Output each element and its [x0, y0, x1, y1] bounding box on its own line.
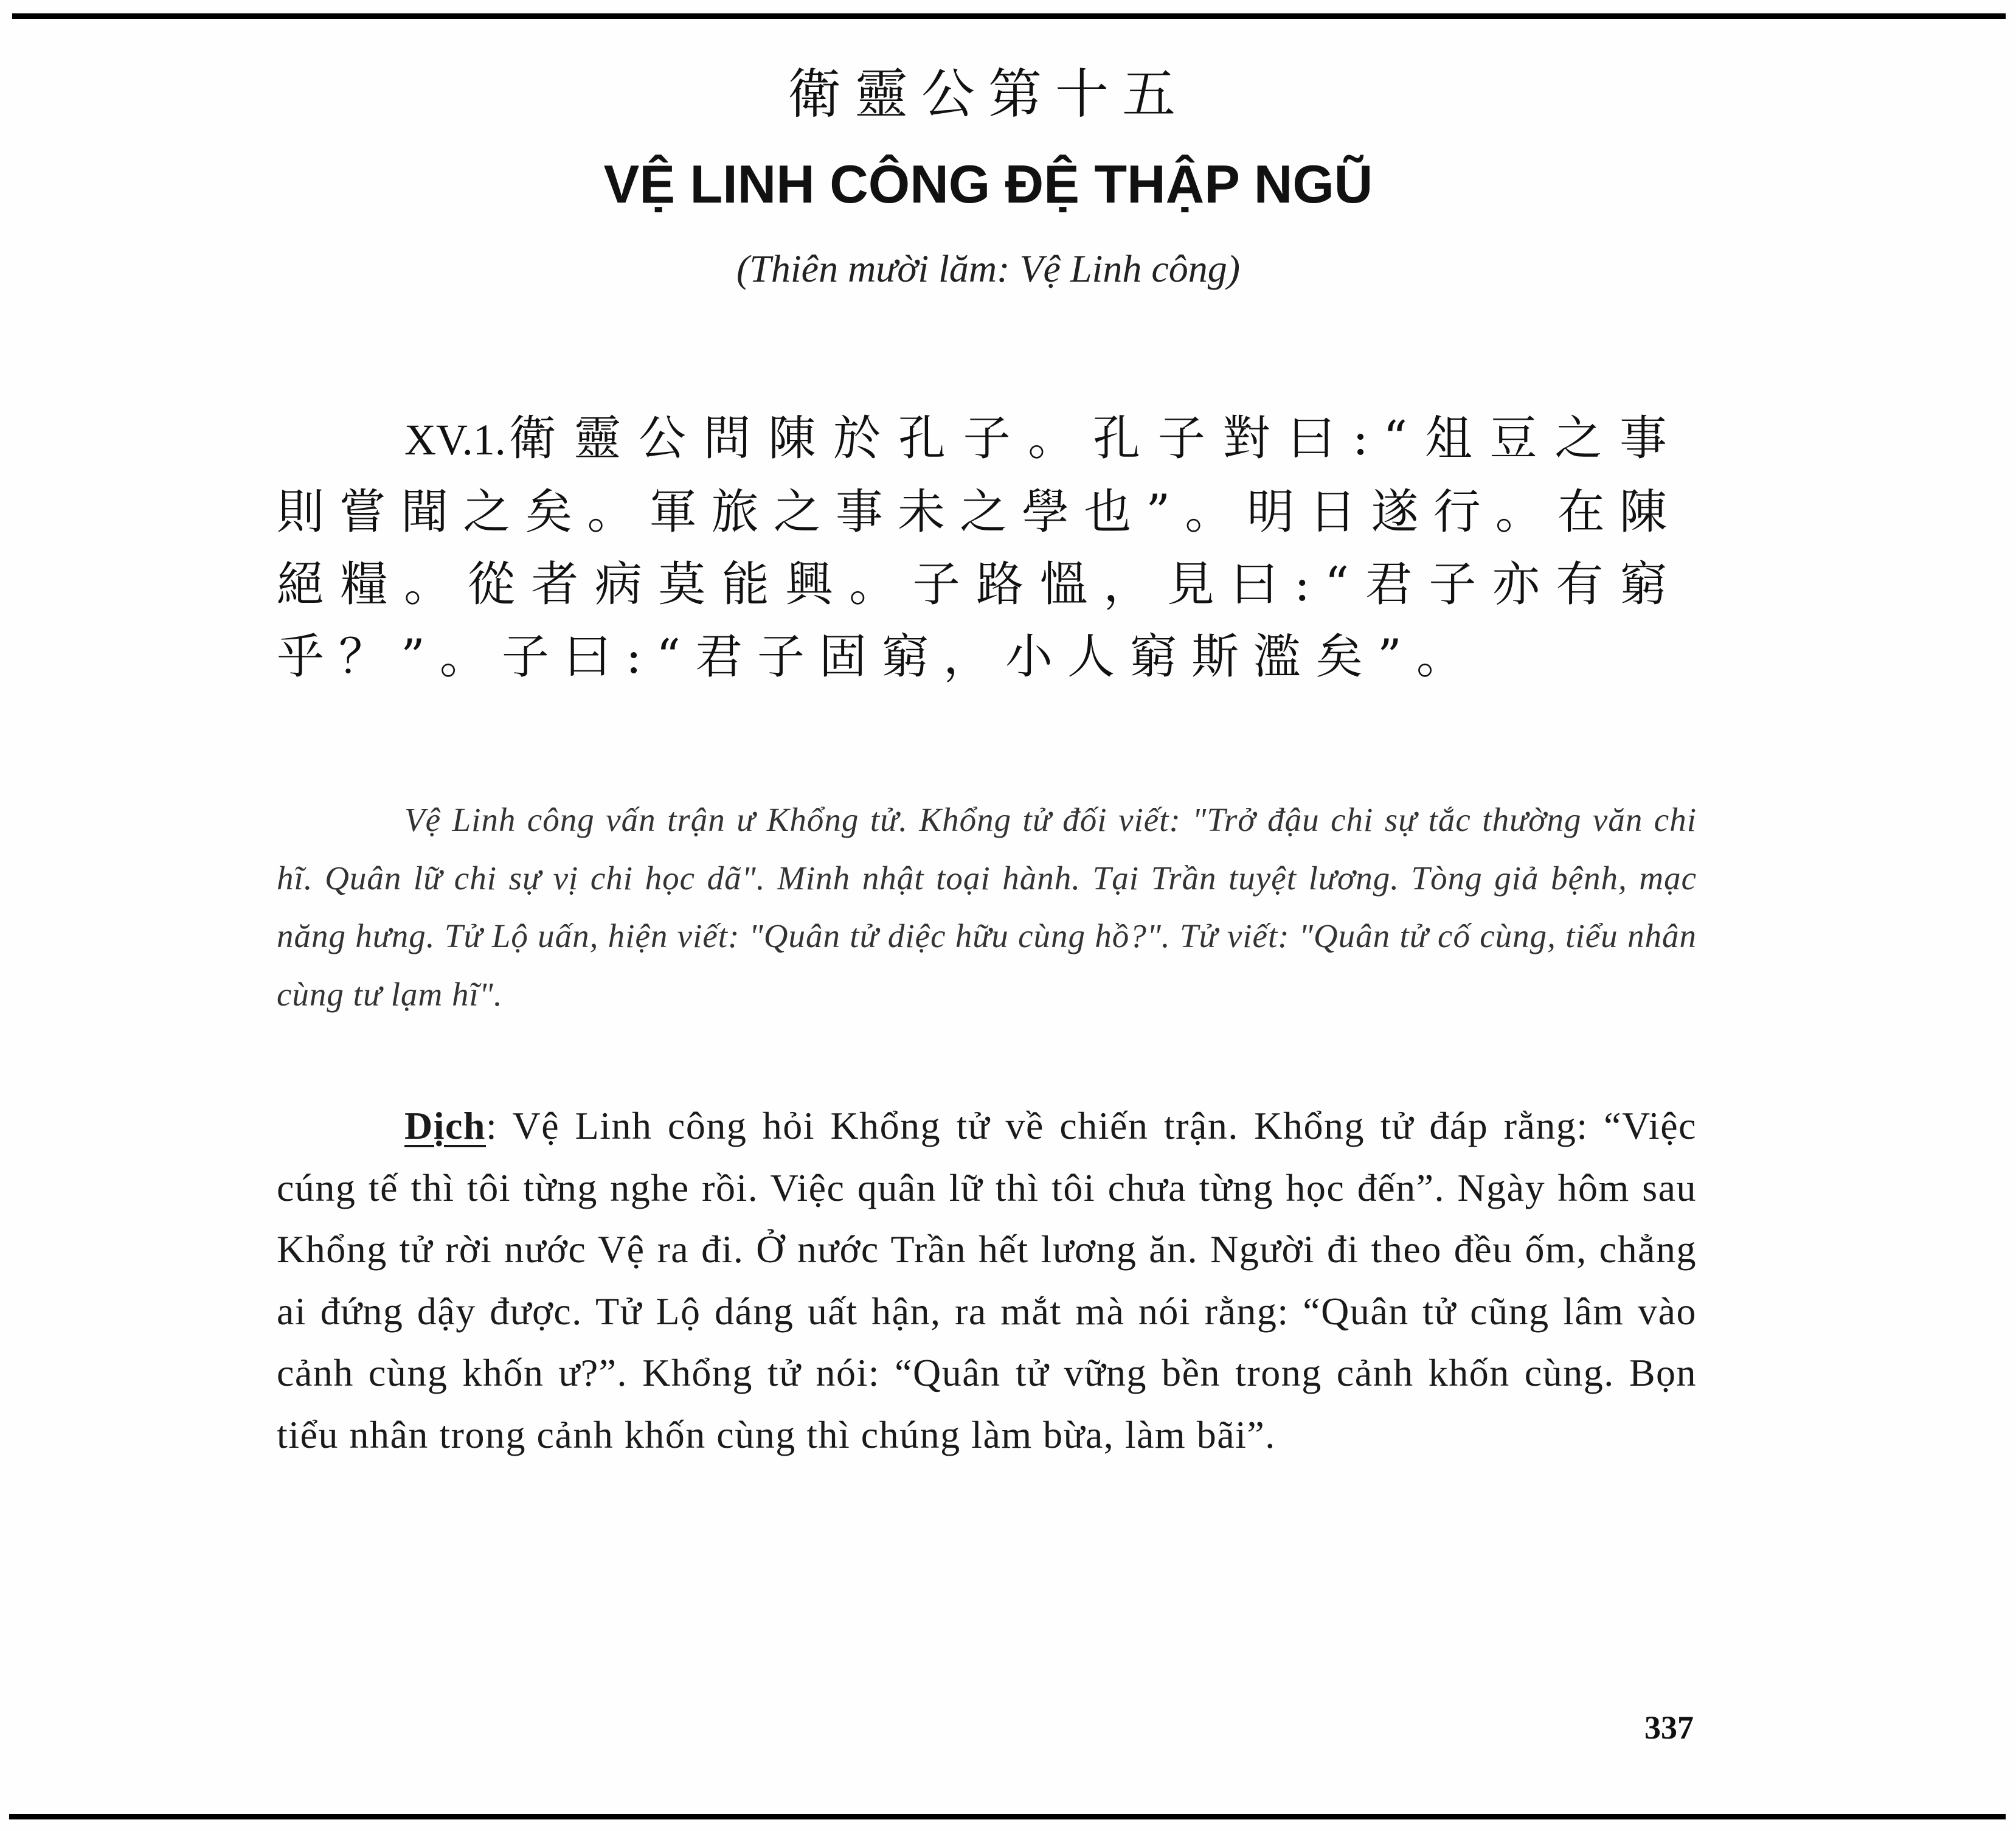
top-rule: [12, 13, 2006, 19]
translation-text: : Vệ Linh công hỏi Khổng tử về chiến trận. Khổng tử đáp rằng: “Việc cúng tế thì tôi từng nghe rồi. Việc quân lữ thì tôi chưa từng học đến”. Ngày hôm sau Khổng tử rời nước Vệ ra đi. Ở nước Trần hết lương ăn. Người đi theo đều ốm, chẳng ai đứng dậy được. Tử Lộ dáng uất hận, ra mắt mà nói rằng: “Quân tử cũng lâm vào cảnh cùng khốn ư?”. Khổng tử nói: “Quân tử vững bền trong cảnh khốn cùng. Bọn tiểu nhân trong cảnh khốn cùng thì chúng làm bừa, làm bãi”.: [277, 1104, 1697, 1456]
chapter-subtitle: (Thiên mười lăm: Vệ Linh công): [736, 247, 1241, 290]
chinese-passage: [277, 403, 1682, 693]
translation-paragraph: [277, 1095, 1697, 1465]
chinese-text: 衛靈公問陳於孔子。孔子對曰:“俎豆之事則嘗聞之矣。軍旅之事未之學也”。明日遂行。在陳絕糧。從者病莫能興。子路慍，見曰:“君子亦有窮乎？”。子曰:“君子固窮，小人窮斯濫矣”。: [277, 411, 1682, 684]
chapter-title-chinese: 衛靈公第十五: [787, 63, 1189, 125]
transliteration-paragraph: Vệ Linh công vấn trận ư Khổng tử. Khổng tử đối viết: "Trở đậu chi sự tắc thường văn chi hĩ. Quân lữ chi sự vị chi học dã". Minh nhật toại hành. Tại Trần tuyệt lương. Tòng giả bệnh, mạc năng hưng. Tử Lộ uấn, hiện viết: "Quân tử diệc hữu cùng hồ?". Tử viết: "Quân tử cố cùng, tiểu nhân cùng tư lạm hĩ".: [277, 801, 1697, 1013]
page-number: 337: [1644, 1709, 1694, 1746]
verse-number: XV.1.: [404, 415, 506, 464]
chapter-title-vietnamese: VỆ LINH CÔNG ĐỆ THẬP NGŨ: [603, 154, 1373, 214]
bottom-rule: [9, 1814, 2006, 1819]
translation-label: Dịch: [404, 1104, 486, 1147]
